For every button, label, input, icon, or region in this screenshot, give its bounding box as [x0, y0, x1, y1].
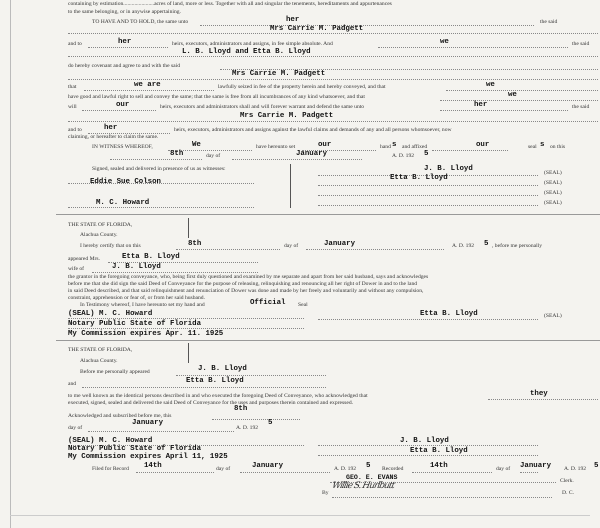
text-and-to: and to [68, 127, 82, 133]
witness-month: January [296, 150, 328, 158]
pronoun-her: her [118, 38, 132, 46]
blank-line [212, 419, 300, 420]
text-ad: A. D. 192 [392, 153, 415, 159]
habendum-label: TO HAVE AND TO HOLD, the same unto [92, 19, 189, 25]
header-line-1: containing by estimation......................acres of land, more or less. Together with all and singular the tenements, hereditaments and appurtenances [68, 1, 392, 7]
ack2-name-1: J. B. Lloyd [198, 365, 247, 373]
acknowledged-text: Acknowledged and subscribed before me, this [68, 413, 172, 419]
signer-2-name: Etta B. Lloyd [390, 174, 448, 182]
pronoun-we: we [486, 81, 495, 89]
by-label: By [322, 490, 329, 496]
blank-line [176, 375, 326, 376]
testimony-text: In Testimony whereof, I have hereunto set my hand and [80, 302, 205, 308]
text-hand: hand [380, 144, 391, 150]
text-day-of: day of [284, 243, 299, 249]
blank-line [432, 150, 508, 151]
pronoun-we: we [508, 91, 517, 99]
brace [184, 343, 189, 363]
plural-s: s [392, 141, 397, 149]
brace [286, 164, 291, 208]
seal-label: (SEAL) [544, 313, 562, 319]
ack1-year: 5 [484, 240, 489, 248]
ack2-year: 5 [268, 419, 273, 427]
blank-line [306, 249, 444, 250]
text-day-of: day of [216, 466, 231, 472]
state-label: THE STATE OF FLORIDA, [68, 347, 133, 353]
filed-month: January [252, 462, 284, 470]
text-day-of: day of [68, 425, 83, 431]
text-on-this: on this [550, 144, 566, 150]
recorded-month: January [520, 462, 552, 470]
grantee-name: Mrs Carrie M. Padgett [232, 70, 326, 78]
blank-line [68, 56, 598, 57]
ack2-body-1: to me well known as the identical persons described in and who executed the foregoing Deed of Conveyance, who acknowledged that [68, 393, 368, 399]
seal-label: (SEAL) [544, 180, 562, 186]
ack-body-2: before me that she did sign the said Deed of Conveyance for the purpose of releasing, relinquishing and renouncing all her right of Dower in and to the land [68, 281, 418, 287]
blank-line [110, 159, 202, 160]
blank-line [446, 90, 598, 91]
notary-title: Notary Public State of Florida [68, 445, 202, 453]
text-ad: A. D. 192 [236, 425, 259, 431]
blank-line [68, 328, 304, 329]
text-the-said: the said [572, 104, 590, 110]
pronoun-her: her [104, 124, 118, 132]
seal-label: (SEAL) [544, 200, 562, 206]
blank-line [92, 272, 258, 273]
blank-line [136, 472, 214, 473]
text-will: will [68, 104, 77, 110]
blank-line [68, 33, 598, 34]
recorded-label: Recorded [382, 466, 404, 472]
header-line-2: to the same belonging, or in anywise appertaining. [68, 9, 181, 15]
notary-title: Notary Public State of Florida [68, 320, 202, 328]
grantor-names: L. B. Lloyd and Etta B. Lloyd [182, 48, 311, 56]
clerk-name: GEO. E. EVANS [346, 474, 398, 481]
warrant-text: heirs, executors and administrators shall and will forever warrant and defend the same unto [160, 104, 365, 110]
signature-line [318, 205, 538, 206]
ack2-day: 8th [234, 405, 248, 413]
ack-body-3: in said Deed described, and that said relinquishment and renunciation of Dower was done and made by her freely and voluntarily and without any compulsion, [68, 288, 424, 294]
section-divider [56, 214, 600, 215]
witness-year: 5 [424, 150, 429, 158]
blank-line [82, 110, 156, 111]
notary-seal-name: (SEAL) M. C. Howard [68, 437, 153, 445]
text-ad: A. D. 192 [452, 243, 475, 249]
text-and: and [68, 381, 77, 387]
text-ad: A. D. 192 [334, 466, 357, 472]
ack1-month: January [324, 240, 356, 248]
filed-for-record: Filed for Record [92, 466, 129, 472]
blank-line [440, 110, 568, 111]
seized-text: lawfully seized in fee of the property herein and hereby conveyed, and that [218, 84, 386, 90]
witness-1-name: Eddie Sue Colson [90, 178, 161, 186]
pronoun-we: we [440, 38, 449, 46]
incumbrances-text: have good and lawful right to sell and convey the same; that the same is free from all incumbrances of any kind whatsoever, and that [68, 94, 365, 100]
county-label: Alachua County. [80, 358, 118, 364]
ack1-signer: Etta B. Lloyd [420, 310, 478, 318]
filed-day: 14th [144, 462, 162, 470]
text-the-said: the said [572, 41, 590, 47]
claiming-text: claiming, or hereafter to claim the same. [68, 134, 159, 140]
filed-year: 5 [366, 462, 371, 470]
bottom-rule [10, 515, 590, 516]
signature-line [332, 497, 552, 498]
blank-line [176, 249, 280, 250]
seal-word: Seal [298, 302, 308, 308]
blank-line [232, 159, 362, 160]
ack-body-4: constraint, apprehension or fear of, or from her said husband. [68, 295, 206, 301]
signer-1-name: J. B. Lloyd [424, 165, 473, 173]
signature-line [318, 185, 538, 186]
seal-label: (SEAL) [544, 170, 562, 176]
appeared-mrs: appeared Mrs. [68, 256, 100, 262]
county-label: Alachua County. [80, 232, 118, 238]
pronoun-her: her [286, 16, 300, 24]
text-day-of: day of [496, 466, 511, 472]
witness-whereof: IN WITNESS WHEREOF, [92, 144, 153, 150]
pronoun-we-are: we are [134, 81, 161, 89]
pronoun-her: her [474, 101, 488, 109]
pronoun-they: they [530, 390, 548, 398]
plural-s: s [540, 141, 545, 149]
section-divider [56, 340, 600, 341]
grantee-name: Mrs Carrie M. Padgett [270, 25, 364, 33]
blank-line [240, 472, 330, 473]
ack-body-1: the grantor in the foregoing conveyance, who, being first duly questioned and examined by me separate and apart from her said husband, says and acknowledges [68, 274, 429, 280]
notary-seal-name: (SEAL) M. C. Howard [68, 310, 153, 318]
signed-in-presence: Signed, sealed and delivered in presence of us as witnesses: [92, 166, 226, 172]
text-that: that [68, 84, 77, 90]
witness-2-name: M. C. Howard [96, 199, 150, 207]
deputy-clerk-label: D. C. [562, 490, 574, 496]
ack1-day: 8th [188, 240, 202, 248]
commission-expiry: My Commission expires April 11, 1925 [68, 453, 228, 461]
text-have-hereunto-set: have hereunto set [256, 144, 296, 150]
ack2-signer-2: Etta B. Lloyd [410, 447, 468, 455]
covenant-text: do hereby covenant and agree to and with the said [68, 63, 180, 69]
signature-line [318, 455, 538, 456]
brace [184, 218, 189, 238]
blank-line [488, 399, 598, 400]
text-the-said: the said [540, 19, 558, 25]
grantee-name: Mrs Carrie M. Padgett [240, 112, 334, 120]
claims-text: heirs, executors, administrators and assigns against the lawful claims and demands of any and all persons whomsoever, now [174, 127, 452, 133]
recorded-year: 5 [594, 462, 599, 470]
signature-line [318, 319, 538, 320]
blank-line [68, 318, 304, 319]
blank-line [440, 100, 598, 101]
husband-name: J. B. Lloyd [112, 263, 161, 271]
left-margin-rule [10, 0, 11, 528]
witness-day: 8th [170, 150, 184, 158]
blank-line [68, 121, 598, 122]
blank-line [88, 47, 168, 48]
blank-line [520, 472, 538, 473]
blank-line [200, 25, 534, 26]
text-day-of: day of [206, 153, 221, 159]
blank-line [68, 207, 254, 208]
ack2-body-2: executed, signed, sealed and delivered the said Deed of Conveyance for the uses and purposes therein contained and expressed. [68, 400, 354, 406]
ack2-name-2: Etta B. Lloyd [186, 377, 244, 385]
commission-expiry: My Commission expires Apr. 11. 1925 [68, 330, 224, 338]
before-me-text: , before me personally [492, 243, 543, 249]
state-label: THE STATE OF FLORIDA, [68, 222, 133, 228]
signature-line [318, 195, 538, 196]
pronoun-our: our [116, 101, 130, 109]
blank-line [82, 387, 326, 388]
recorded-day: 14th [430, 462, 448, 470]
blank-line [412, 472, 492, 473]
text-and-affixed: and affixed [402, 144, 428, 150]
clerk-label: Clerk. [560, 478, 574, 484]
official-word: Official [250, 299, 286, 307]
pronoun-we: We [192, 141, 201, 149]
wife-of-label: wife of [68, 266, 84, 272]
signature-line [318, 445, 538, 446]
text-seal: seal [528, 144, 537, 150]
fee-simple-text: heirs, executors, administrators and assigns, in fee simple absolute. And [172, 41, 333, 47]
blank-line [84, 90, 214, 91]
wife-name: Etta B. Lloyd [122, 253, 180, 261]
ack2-signer-1: J. B. Lloyd [400, 437, 449, 445]
text-ad: A. D. 192 [564, 466, 587, 472]
personally-appeared: Before me personally appeared [80, 369, 150, 375]
blank-line [68, 79, 598, 80]
blank-line [88, 431, 234, 432]
text-and-to: and to [68, 41, 82, 47]
certify-text: I hereby certify that on this [80, 243, 141, 249]
ack2-month: January [132, 419, 164, 427]
pronoun-our: our [476, 141, 490, 149]
pronoun-our: our [318, 141, 332, 149]
deputy-clerk-signature: Willie S. Hurlbutt [330, 481, 396, 491]
blank-line [378, 47, 568, 48]
seal-label: (SEAL) [544, 190, 562, 196]
